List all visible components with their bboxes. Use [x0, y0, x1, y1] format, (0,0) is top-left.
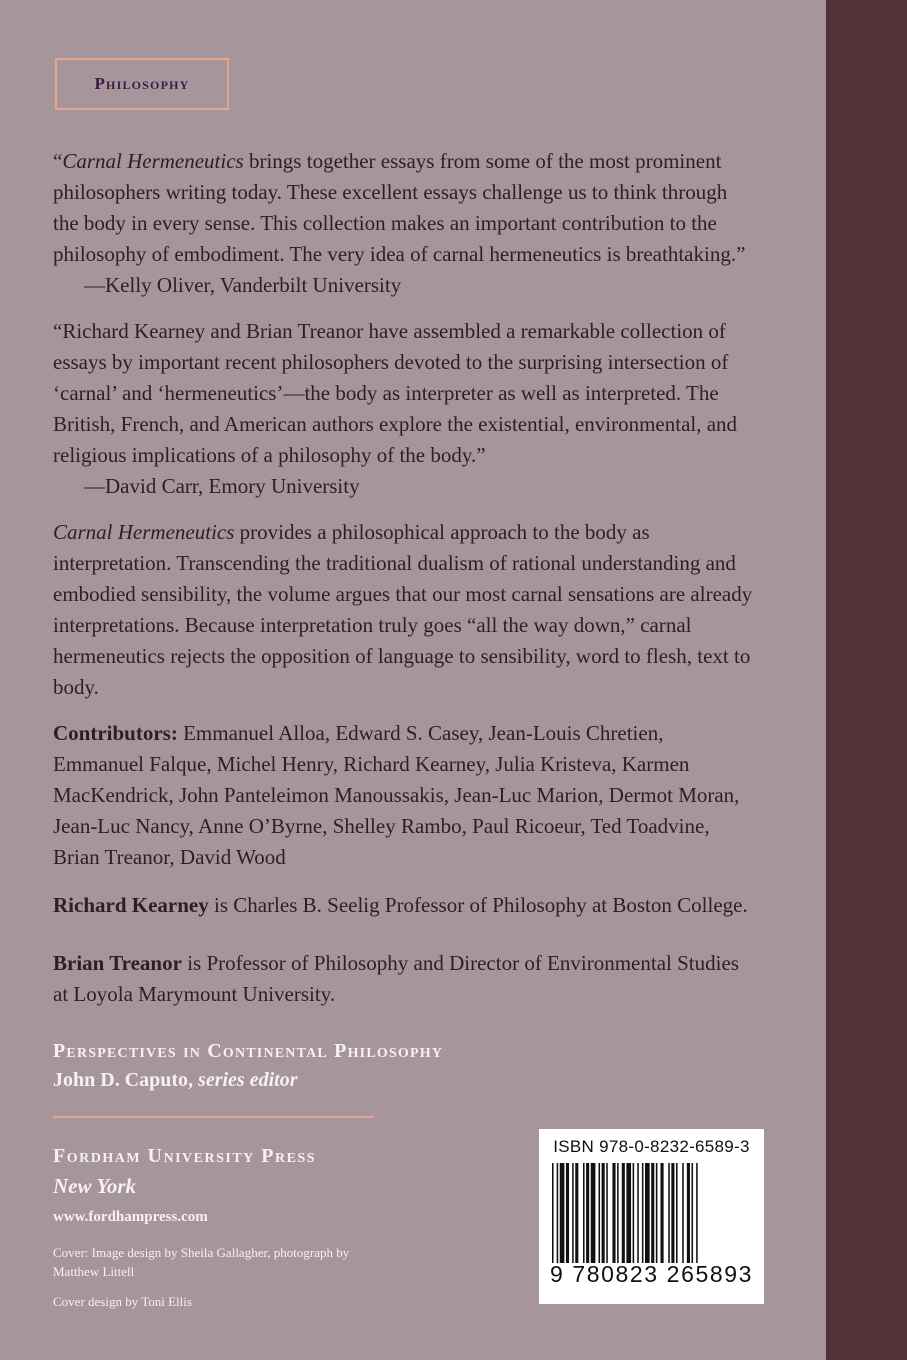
barcode-bar: [692, 1163, 694, 1263]
barcode-bar: [637, 1163, 639, 1263]
barcode-bar: [656, 1163, 658, 1263]
cover-image-credit: Cover: Image design by Sheila Gallagher, photograph by Matthew Littell: [53, 1245, 350, 1279]
author-name: Richard Kearney: [53, 893, 209, 917]
barcode-bar: [626, 1163, 631, 1263]
cover-credits: [53, 1243, 393, 1322]
isbn-label: ISBN 978-0-8232-6589-3: [553, 1137, 750, 1156]
book-spine: [826, 0, 907, 1360]
barcode-bar: [687, 1163, 690, 1263]
barcode-bar: [566, 1163, 569, 1263]
review-quote-carr: “Richard Kearney and Brian Treanor have assembled a remarkable collection of essays by important recent philosophers devoted to the surprising intersection of ‘carnal’ and ‘hermeneutics’—the body as interpreter as well as interpreted. The British, French, and American authors explore the existential, environmental, and religious implications of a philosophy of the body.” —David Carr, Emory University: [53, 316, 753, 502]
publisher-info: [53, 1142, 316, 1232]
barcode-bar: [696, 1163, 698, 1263]
publisher-url[interactable]: www.fordhampress.com: [53, 1209, 208, 1225]
barcode-bar: [557, 1163, 559, 1263]
barcode-bar: [560, 1163, 565, 1263]
barcode-bar: [617, 1163, 619, 1263]
series-info: [53, 1037, 443, 1095]
barcode-bar: [622, 1163, 625, 1263]
publisher-city: New York: [53, 1174, 137, 1198]
barcode-bar: [575, 1163, 578, 1263]
barcode-bar: [651, 1163, 654, 1263]
quote-attribution: —Kelly Oliver, Vanderbilt University: [84, 273, 402, 297]
barcode-bar: [676, 1163, 678, 1263]
barcode-bar: [552, 1163, 554, 1263]
barcode-bars: [549, 1163, 754, 1263]
book-title: Carnal Hermeneutics: [53, 520, 235, 544]
barcode-bar: [645, 1163, 650, 1263]
barcode-number: 9 780823 265893: [549, 1261, 754, 1287]
barcode-bar: [606, 1163, 608, 1263]
barcode-bar: [671, 1163, 674, 1263]
cover-design-credit: Cover design by Toni Ellis: [53, 1294, 192, 1309]
divider-line: [53, 1116, 374, 1118]
barcode-bar: [633, 1163, 635, 1263]
barcode-bar: [602, 1163, 605, 1263]
barcode-bar: [642, 1163, 644, 1263]
author-bio-kearney: Richard Kearney is Charles B. Seelig Professor of Philosophy at Boston College.: [53, 893, 748, 917]
isbn-barcode: [539, 1129, 764, 1304]
publisher-name: Fordham University Press: [53, 1145, 317, 1167]
quote-attribution: —David Carr, Emory University: [84, 474, 360, 498]
barcode-bar: [612, 1163, 615, 1263]
barcode-bar: [583, 1163, 585, 1263]
barcode-bar: [682, 1163, 684, 1263]
book-title: Carnal Hermeneutics: [62, 149, 244, 173]
series-editor: John D. Caputo, series editor: [53, 1069, 298, 1091]
category-label: Philosophy: [94, 74, 190, 93]
review-quote-oliver: “Carnal Hermeneutics brings together essays from some of the most prominent philosophers writing today. These excellent essays challenge us to think through the body in every sense. This collection makes an important contribution to the philosophy of embodiment. The very idea of carnal hermeneutics is breathtaking.” —Kelly Oliver, Vanderbilt University: [53, 146, 753, 301]
barcode-bar: [599, 1163, 601, 1263]
contributors-list: Contributors: Emmanuel Alloa, Edward S. Casey, Jean-Louis Chretien, Emmanuel Falque, Michel Henry, Richard Kearney, Julia Kristeva, Karmen MacKendrick, John Panteleimon Manoussakis, Jean-Luc Marion, Dermot Moran, Jean-Luc Nancy, Anne O’Byrne, Shelley Rambo, Paul Ricoeur, Ted Toadvine, Brian Treanor, David Wood: [53, 721, 740, 869]
barcode-bar: [586, 1163, 589, 1263]
barcode-bar: [591, 1163, 596, 1263]
author-name: Brian Treanor: [53, 951, 182, 975]
barcode-bar: [661, 1163, 664, 1263]
barcode-bar: [668, 1163, 670, 1263]
barcode-bar: [572, 1163, 574, 1263]
contributors-label: Contributors:: [53, 721, 178, 745]
category-label-box: [55, 58, 229, 110]
series-name: Perspectives in Continental Philosophy: [53, 1040, 444, 1062]
author-bio-treanor: Brian Treanor is Professor of Philosophy and Director of Environmental Studies at Loyola Marymount University.: [53, 951, 739, 1006]
book-description: Carnal Hermeneutics provides a philosophical approach to the body as interpretation. Transcending the traditional dualism of rational understanding and embodied sensibility, the volume argues that our most carnal sensations are already interpretations. Because interpretation truly goes “all the way down,” carnal hermeneutics rejects the opposition of language to sensibility, word to flesh, text to body.: [53, 520, 753, 699]
